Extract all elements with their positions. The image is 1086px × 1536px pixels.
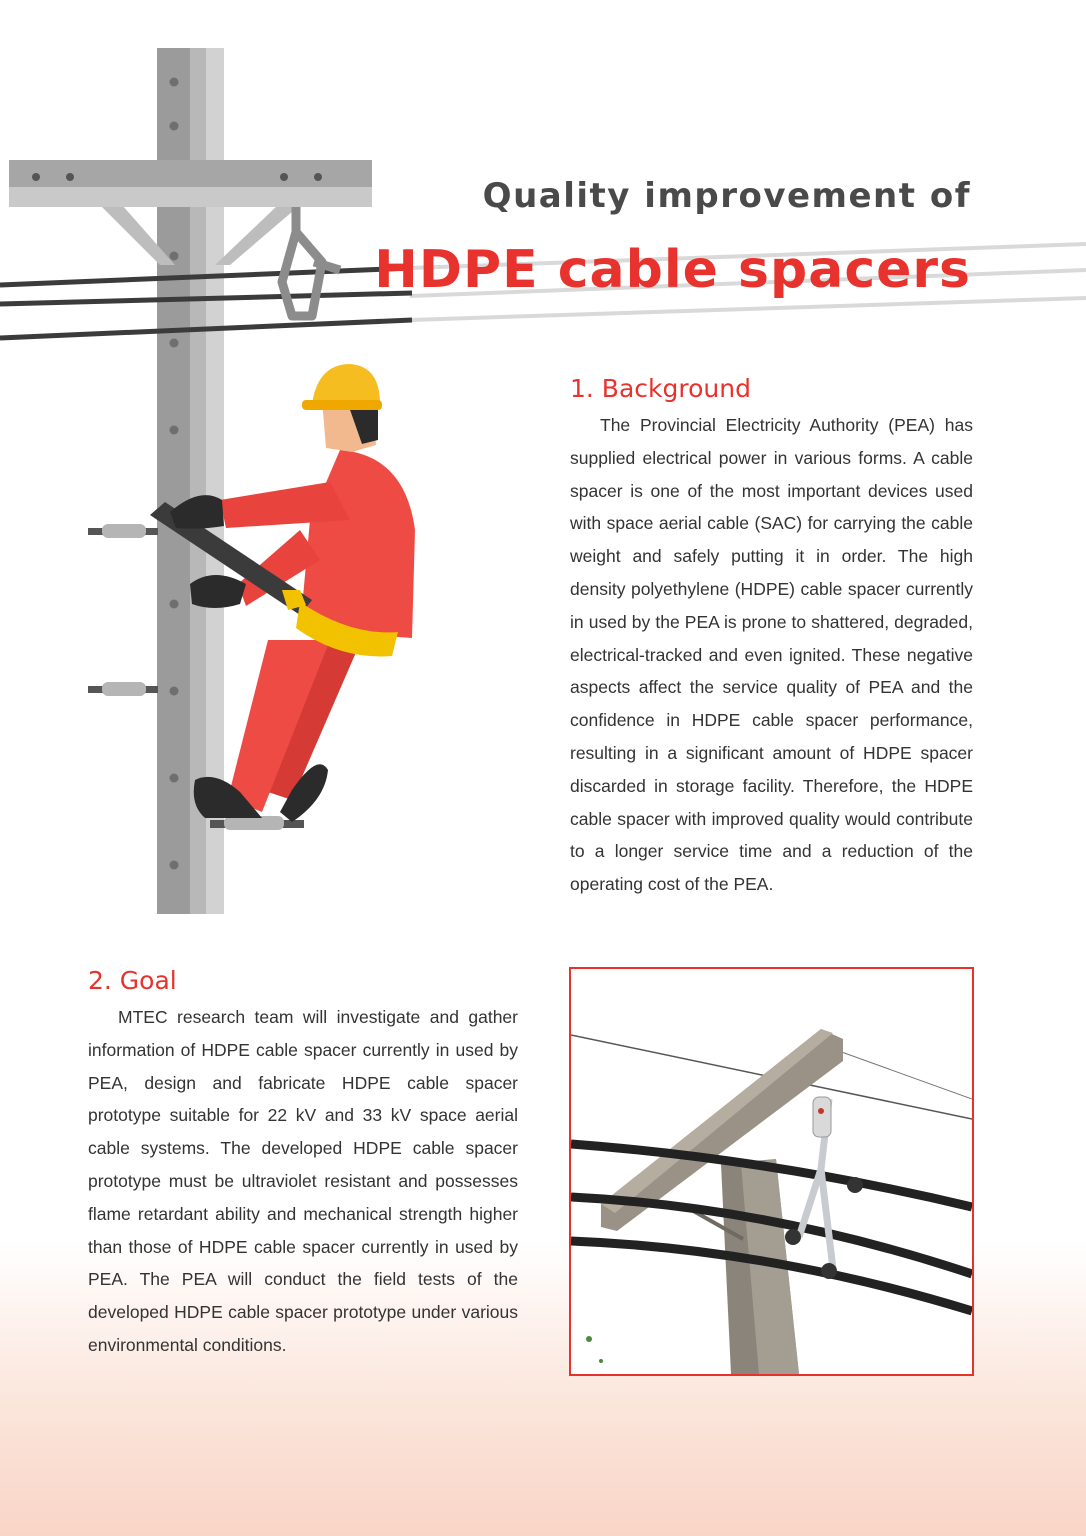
cable-spacer-photo-illustration: [571, 969, 972, 1374]
spacer-bracket: [282, 207, 340, 316]
page-title-line1: Quality improvement of: [482, 176, 971, 216]
background-paragraph: The Provincial Electricity Authority (PEA) has supplied electrical power in various forms. A cable spacer is one of the most important devices used with space aerial cable (SAC) for carrying the cable weight and safely putting it in order. The high density polyethylene (HDPE) cable spacer currently in used by the PEA is prone to shattered, degraded, electrical-tracked and even ignited. These negative aspects affect the service quality of PEA and the confidence in HDPE cable spacer performance, resulting in a significant amount of HDPE spacer discarded in storage facility. Therefore, the HDPE cable spacer with improved quality would contribute to a longer service time and a reduction of the operating cost of the PEA.: [570, 415, 973, 895]
goal-paragraph: MTEC research team will investigate and gather information of HDPE cable spacer currently in used by PEA, design and fabricate HDPE cable spacer prototype suitable for 22 kV and 33 kV space aerial cable systems. The developed HDPE cable spacer prototype must be ultraviolet resistant and possesses flame retardant ability and mechanical strength higher than those of HDPE cable spacer currently in used by PEA. The PEA will conduct the field tests of the developed HDPE cable spacer prototype under various environmental conditions.: [88, 1007, 518, 1355]
background-section: [570, 374, 973, 901]
page-title-line2: HDPE cable spacers: [374, 240, 971, 300]
cable-spacer-photo: [569, 967, 974, 1376]
goal-section: [88, 966, 518, 1362]
background-heading: 1. Background: [570, 374, 751, 403]
goal-heading: 2. Goal: [88, 966, 177, 995]
